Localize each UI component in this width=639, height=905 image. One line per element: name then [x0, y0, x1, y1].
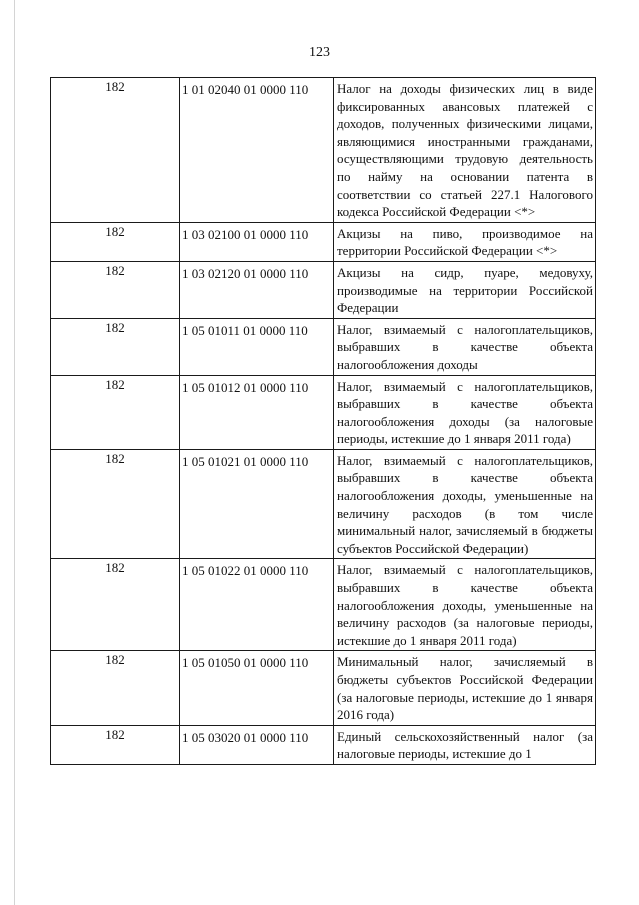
table-row [51, 318, 596, 375]
budget-code-cell: 1 05 01011 01 0000 110 [180, 318, 334, 375]
budget-code-cell: 1 03 02100 01 0000 110 [180, 222, 334, 261]
page-number: 123 [309, 45, 330, 60]
income-name-cell: Налог, взимаемый с налогоплательщиков, выбравших в качестве объекта налогообложения доходы (за налоговые периоды, истекшие до 1 января 2011 года) [334, 375, 596, 449]
income-name-cell: Акцизы на пиво, производимое на территории Российской Федерации <*> [334, 222, 596, 261]
budget-code-cell: 1 03 02120 01 0000 110 [180, 261, 334, 318]
admin-code-cell: 182 [51, 449, 180, 559]
income-name-cell: Налог, взимаемый с налогоплательщиков, выбравших в качестве объекта налогообложения доходы, уменьшенные на величину расходов (за налоговые периоды, истекшие до 1 января 2011 года) [334, 559, 596, 651]
budget-code-cell: 1 05 01022 01 0000 110 [180, 559, 334, 651]
admin-code-cell: 182 [51, 651, 180, 725]
income-name-cell: Налог, взимаемый с налогоплательщиков, выбравших в качестве объекта налогообложения доходы [334, 318, 596, 375]
budget-code-cell: 1 05 03020 01 0000 110 [180, 725, 334, 764]
admin-code-cell: 182 [51, 261, 180, 318]
income-codes-table [50, 77, 596, 765]
table-row [51, 222, 596, 261]
page-margin-line [14, 0, 15, 905]
admin-code-cell: 182 [51, 725, 180, 764]
admin-code-cell: 182 [51, 375, 180, 449]
income-name-cell: Налог, взимаемый с налогоплательщиков, выбравших в качестве объекта налогообложения доходы, уменьшенные на величину расходов (в том числе минимальный налог, зачисляемый в бюджеты субъектов Российской Федерации) [334, 449, 596, 559]
table-row [51, 261, 596, 318]
admin-code-cell: 182 [51, 559, 180, 651]
budget-code-cell: 1 05 01012 01 0000 110 [180, 375, 334, 449]
table-row [51, 375, 596, 449]
income-name-cell: Минимальный налог, зачисляемый в бюджеты субъектов Российской Федерации (за налоговые периоды, истекшие до 1 января 2016 года) [334, 651, 596, 725]
budget-code-cell: 1 01 02040 01 0000 110 [180, 78, 334, 223]
admin-code-cell: 182 [51, 318, 180, 375]
table-row [51, 559, 596, 651]
table-row [51, 78, 596, 223]
income-name-cell: Налог на доходы физических лиц в виде фиксированных авансовых платежей с доходов, полученных физическими лицами, являющимися иностранными гражданами, осуществляющими трудовую деятельность по найму на основании патента в соответствии со статьей 227.1 Налогового кодекса Российской Федерации <*> [334, 78, 596, 223]
table-row [51, 651, 596, 725]
admin-code-cell: 182 [51, 222, 180, 261]
income-name-cell: Акцизы на сидр, пуаре, медовуху, производимые на территории Российской Федерации [334, 261, 596, 318]
budget-code-cell: 1 05 01021 01 0000 110 [180, 449, 334, 559]
table-row [51, 449, 596, 559]
income-name-cell: Единый сельскохозяйственный налог (за налоговые периоды, истекшие до 1 [334, 725, 596, 764]
budget-code-cell: 1 05 01050 01 0000 110 [180, 651, 334, 725]
admin-code-cell: 182 [51, 78, 180, 223]
table-row [51, 725, 596, 764]
